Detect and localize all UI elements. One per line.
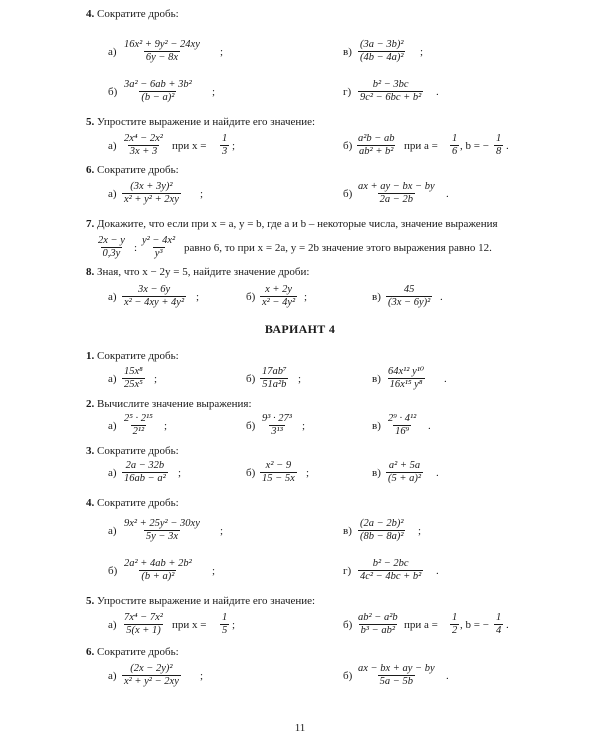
task-text: Упростите выражение и найдите его значение: <box>97 116 316 128</box>
punct: . <box>436 467 439 479</box>
fraction: 2⁵ · 2¹⁵ 2¹² <box>124 413 153 437</box>
fraction: 2a − 32b 16ab − a² <box>124 460 166 484</box>
punct: ; <box>178 467 182 479</box>
item-label: а) <box>108 188 117 200</box>
task-text: Сократите дробь: <box>97 350 179 362</box>
page-number: 11 <box>294 722 306 734</box>
task-text: Зная, что x − 2y = 5, найдите значение дроби: <box>97 266 310 278</box>
condition-text: при x = <box>172 619 207 631</box>
fraction: 16x² + 9y² − 24xy 6y − 8x <box>124 39 200 63</box>
punct: ; <box>420 46 424 58</box>
task-number: 6. <box>86 646 95 658</box>
fraction: (2x − 2y)² x² + y² − 2xy <box>124 663 179 687</box>
punct: ; <box>196 291 200 303</box>
punct: ; <box>200 188 204 200</box>
item-label: б) <box>343 140 353 152</box>
item-label: а) <box>108 525 117 537</box>
fraction: 1 6 <box>452 133 458 157</box>
item-label: в) <box>343 525 352 537</box>
task-text: Сократите дробь: <box>97 164 179 176</box>
fraction: 7x⁴ − 7x² 5(x + 1) <box>124 612 163 636</box>
task-text: Докажите, что если при x = a, y = b, где a и b – некоторые числа, значение выражения <box>97 218 498 230</box>
task-number: 2. <box>86 398 95 410</box>
punct: ; <box>220 525 224 537</box>
item-label: б) <box>246 291 256 303</box>
condition-text: , b = − <box>460 140 489 152</box>
condition-text: при a = <box>404 140 438 152</box>
fraction: y² − 4x² y³ <box>142 235 176 259</box>
fraction: 1 5 <box>222 612 228 636</box>
fraction: 2x − y 0,3y <box>98 235 125 259</box>
task-number: 5. <box>86 595 95 607</box>
task-number: 8. <box>86 266 95 278</box>
fraction: (2a − 2b)² (8b − 8a)² <box>360 518 404 542</box>
item-label: б) <box>108 86 118 98</box>
punct: ; <box>212 86 216 98</box>
punct: ; <box>164 420 168 432</box>
task-number: 1. <box>86 350 95 362</box>
fraction: 3a² − 6ab + 3b² (b − a)² <box>124 79 192 103</box>
fraction: 64x¹² y¹⁰ 16x¹⁵ y⁸ <box>388 366 425 390</box>
item-label: в) <box>343 46 352 58</box>
punct: . <box>436 565 439 577</box>
item-label: б) <box>246 467 256 479</box>
item-label: г) <box>343 565 352 577</box>
item-label: в) <box>372 373 381 385</box>
task-number: 3. <box>86 445 95 457</box>
punct: . <box>440 291 443 303</box>
item-label: б) <box>246 420 256 432</box>
condition-text: при a = <box>404 619 438 631</box>
fraction: a² + 5a (5 + a)² <box>388 460 421 484</box>
item-label: в) <box>372 467 381 479</box>
task-number: 4. <box>86 8 95 20</box>
punct: ; <box>304 291 308 303</box>
punct: . <box>446 188 449 200</box>
fraction: b² − 2bc 4c² − 4bc + b² <box>360 558 422 582</box>
punct: . <box>444 373 447 385</box>
fraction: 17ab⁷ 51a²b <box>262 366 287 390</box>
item-label: б) <box>246 373 256 385</box>
fraction: 15x⁸ 25x⁵ <box>124 366 143 390</box>
fraction: 1 2 <box>452 612 458 636</box>
fraction: 2⁹ · 4¹² 16⁹ <box>388 413 417 437</box>
punct: ; <box>212 565 216 577</box>
punct: . <box>428 420 431 432</box>
task-text-cont: равно 6, то при x = 2a, y = 2b значение этого выражения равно 12. <box>184 242 492 254</box>
item-label: а) <box>108 619 117 631</box>
fraction: 3x − 6y x² − 4xy + 4y² <box>124 284 185 308</box>
task-text: Вычислите значение выражения: <box>97 398 252 410</box>
punct: ; <box>232 140 236 152</box>
punct: ; <box>418 525 422 537</box>
fraction: 9x² + 25y² − 30xy 5y − 3x <box>124 518 200 542</box>
fraction: a²b − ab ab² + b² <box>358 133 395 157</box>
condition-text: при x = <box>172 140 207 152</box>
operator: : <box>134 242 138 254</box>
task-text: Сократите дробь: <box>97 445 179 457</box>
punct: ; <box>200 670 204 682</box>
item-label: б) <box>343 188 353 200</box>
fraction: 45 (3x − 6y)² <box>388 284 431 308</box>
punct: ; <box>306 467 310 479</box>
task-number: 4. <box>86 497 95 509</box>
punct: . <box>446 670 449 682</box>
punct: ; <box>154 373 158 385</box>
condition-text: , b = − <box>460 619 489 631</box>
item-label: в) <box>372 291 381 303</box>
fraction: 9³ · 27³ 3¹³ <box>262 413 292 437</box>
task-number: 7. <box>86 218 95 230</box>
punct: . <box>436 86 439 98</box>
fraction: 2x⁴ − 2x² 3x + 3 <box>124 133 163 157</box>
item-label: г) <box>343 86 352 98</box>
item-label: в) <box>372 420 381 432</box>
fraction: 2a² + 4ab + 2b² (b + a)² <box>124 558 192 582</box>
item-label: а) <box>108 670 117 682</box>
task-number: 6. <box>86 164 95 176</box>
fraction: (3a − 3b)² (4b − 4a)² <box>360 39 404 63</box>
item-label: а) <box>108 291 117 303</box>
punct: . <box>506 619 509 631</box>
punct: . <box>506 140 509 152</box>
fraction: 1 4 <box>496 612 502 636</box>
fraction: (3x + 3y)² x² + y² + 2xy <box>124 181 179 205</box>
item-label: а) <box>108 140 117 152</box>
punct: ; <box>298 373 302 385</box>
variant-heading: ВАРИАНТ 4 <box>264 322 336 336</box>
task-text: Сократите дробь: <box>97 497 179 509</box>
item-label: а) <box>108 420 117 432</box>
item-label: б) <box>343 619 353 631</box>
fraction: ax + ay − bx − by 2a − 2b <box>358 181 435 205</box>
task-text: Упростите выражение и найдите его значение: <box>97 595 316 607</box>
item-label: а) <box>108 373 117 385</box>
item-label: а) <box>108 46 117 58</box>
task-number: 5. <box>86 116 95 128</box>
item-label: б) <box>108 565 118 577</box>
punct: ; <box>220 46 224 58</box>
fraction: ax − bx + ay − by 5a − 5b <box>358 663 435 687</box>
item-label: а) <box>108 467 117 479</box>
task-text: Сократите дробь: <box>97 8 179 20</box>
fraction: ab² − a²b b³ − ab² <box>358 612 398 636</box>
fraction: 1 8 <box>496 133 502 157</box>
fraction: x² − 9 15 − 5x <box>262 460 295 484</box>
punct: ; <box>302 420 306 432</box>
fraction: x + 2y x² − 4y² <box>262 284 296 308</box>
fraction: 1 3 <box>222 133 228 157</box>
item-label: б) <box>343 670 353 682</box>
task-text: Сократите дробь: <box>97 646 179 658</box>
fraction: b² − 3bc 9c² − 6bc + b² <box>360 79 422 103</box>
punct: ; <box>232 619 236 631</box>
